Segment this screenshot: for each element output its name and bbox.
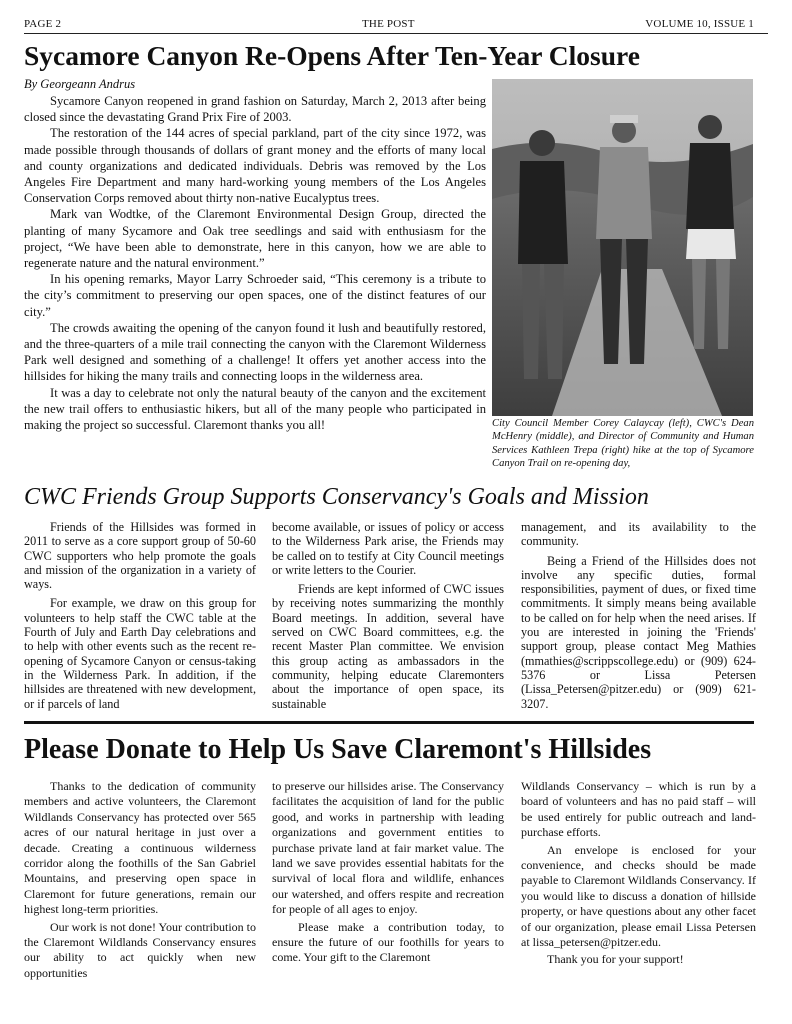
photo-caption: City Council Member Corey Calaycay (left), CWC's Dean McHenry (middle), and Director of Community and Human Services Kathleen Trepa (right) hike at the top of Sycamore Canyon Trail on re-opening day, xyxy=(492,418,754,470)
article3-paragraph: Wildlands Conservancy – which is run by a board of volunteers and has no paid staff – will be used entirely for public outreach and land-purchase efforts. xyxy=(521,779,756,840)
article2-paragraph: Friends of the Hillsides was formed in 2011 to serve as a core support group of 50-60 CWC supporters who help promote the goals and mission of the organization in a variety of ways. xyxy=(24,520,256,592)
header-rule xyxy=(24,33,768,34)
article1-title: Sycamore Canyon Re-Opens After Ten-Year Closure xyxy=(24,40,640,71)
article3-paragraph: Thanks to the dedication of community members and active volunteers, the Claremont Wildlands Conservancy has protected over 565 acres of our natural heritage in just over a decade. Creating a continuous wilderness corridor along the foothills of the San Gabriel Mountains, and preserving open space in Claremont for future generations, remain our highest long-term priorities. xyxy=(24,779,256,917)
article1-photo xyxy=(492,79,753,416)
article1-paragraph: Sycamore Canyon reopened in grand fashion on Saturday, March 2, 2013 after being closed since the devastating Grand Prix Fire of 2003. xyxy=(24,94,486,125)
article3-paragraph: Our work is not done! Your contribution to the Claremont Wildlands Conservancy ensures our ability to act quickly when new opportunities xyxy=(24,919,256,980)
article2-paragraph: For example, we draw on this group for volunteers to help staff the CWC table at the Fourth of July and Earth Day celebrations and to help with other events such as the recent re-opening of Sycamore Canyon or census-taking in the Wilderness Park. In addition, if the hillsides are threatened with new development, or if parcels of land xyxy=(24,596,256,711)
article1-paragraph: The crowds awaiting the opening of the canyon found it lush and beautifully restored, and the three-quarters of a mile trail connecting the canyon with the Claremont Wilderness Park well designed and something of a challenge! It offers yet another access into the hillsides for hiking the many trails and connecting loops in the wilderness area. xyxy=(24,320,486,384)
article3-paragraph: Thank you for your support! xyxy=(547,952,684,967)
article2-title: CWC Friends Group Supports Conservancy's Goals and Mission xyxy=(24,484,649,510)
article3-column xyxy=(272,779,504,966)
article1-paragraph: Mark van Wodtke, of the Claremont Environmental Design Group, directed the planting of many Sycamore and Oak tree seedlings and said with enthusiasm for the project, “We have been able to demonstrate, here in this canyon, how we are able to regenerate nature and the natural environment.” xyxy=(24,207,486,271)
page-number: PAGE 2 xyxy=(24,18,62,30)
article1-paragraph: In his opening remarks, Mayor Larry Schroeder said, “This ceremony is a tribute to the city’s commitment to preserving our open spaces, one of the distinct features of our city.” xyxy=(24,272,486,319)
article2-column xyxy=(272,520,504,711)
article1-paragraph: The restoration of the 144 acres of special parkland, part of the city since 1972, was made possible through thousands of dollars of grant money and the efforts of many local and county organizations and dedicated individuals. Debris was removed by the Los Angeles Fire Department and many hard-working young members of the Los Angeles Conservation Corps removed about thirty non-native Eucalyptus trees. xyxy=(24,126,486,206)
article2-column xyxy=(521,520,756,711)
article3-paragraph: An envelope is enclosed for your convenience, and checks should be made payable to Claremont Wildlands Conservancy. If you would like to discuss a donation of hillside property, or have questions about any other facet of our organization, please email Lissa Petersen at lissa_petersen@pitzer.edu. xyxy=(521,842,756,950)
article3-paragraph: Please make a contribution today, to ensure the future of our foothills for years to come. Your gift to the Claremont xyxy=(272,919,504,965)
article3-column xyxy=(24,779,256,981)
article2-column xyxy=(24,520,256,711)
section-divider xyxy=(24,721,754,724)
article1-paragraph: It was a day to celebrate not only the natural beauty of the canyon and the excitement the new trail offers to enthusiastic hikers, but all of the many people who participated in making the project so successful. Claremont thanks you all! xyxy=(24,385,486,433)
article1-body xyxy=(24,93,486,433)
article2-paragraph: Friends are kept informed of CWC issues by receiving notes summarizing the monthly Board meetings. In addition, several have served on CWC Board committees, e.g. the recent Master Plan committee. We envision this group acting as ambassadors in the community, helping educate Claremonters about the importance of open space, its sustainable xyxy=(272,582,504,711)
article3-title: Please Donate to Help Us Save Claremont's Hillsides xyxy=(24,734,652,765)
article2-paragraph: become available, or issues of policy or access to the Wilderness Park arise, the Friends may be called on to testify at City Council meetings or write letters to the Courier. xyxy=(272,520,504,577)
article2-paragraph: Being a Friend of the Hillsides does not involve any specific duties, formal responsibilities, payment of dues, or fixed time commitments. It simply means being available to be called on for help when the need arises. If you are interested in joining the 'Friends' support group, please contact Meg Mathies (mmathies@scrippscollege.edu) or (909) 624-5376 or Lissa Petersen (Lissa_Petersen@pitzer.edu) or (909) 621-3207. xyxy=(521,553,756,711)
article3-column xyxy=(521,779,756,968)
article2-paragraph: management, and its availability to the community. xyxy=(521,520,756,549)
volume-issue: VOLUME 10, ISSUE 1 xyxy=(645,18,754,30)
newsletter-name: THE POST xyxy=(362,18,415,30)
article3-paragraph: to preserve our hillsides arise. The Conservancy facilitates the acquisition of land for the public good, and works in partnership with leading organizations and government entities to purchase private land at fair market value. The land we save provides essential habitats for the survival of local flora and wildlife, enhances our watershed, and offers respite and recreation for people of all ages to enjoy. xyxy=(272,779,504,917)
article1-byline: By Georgeann Andrus xyxy=(24,77,136,91)
